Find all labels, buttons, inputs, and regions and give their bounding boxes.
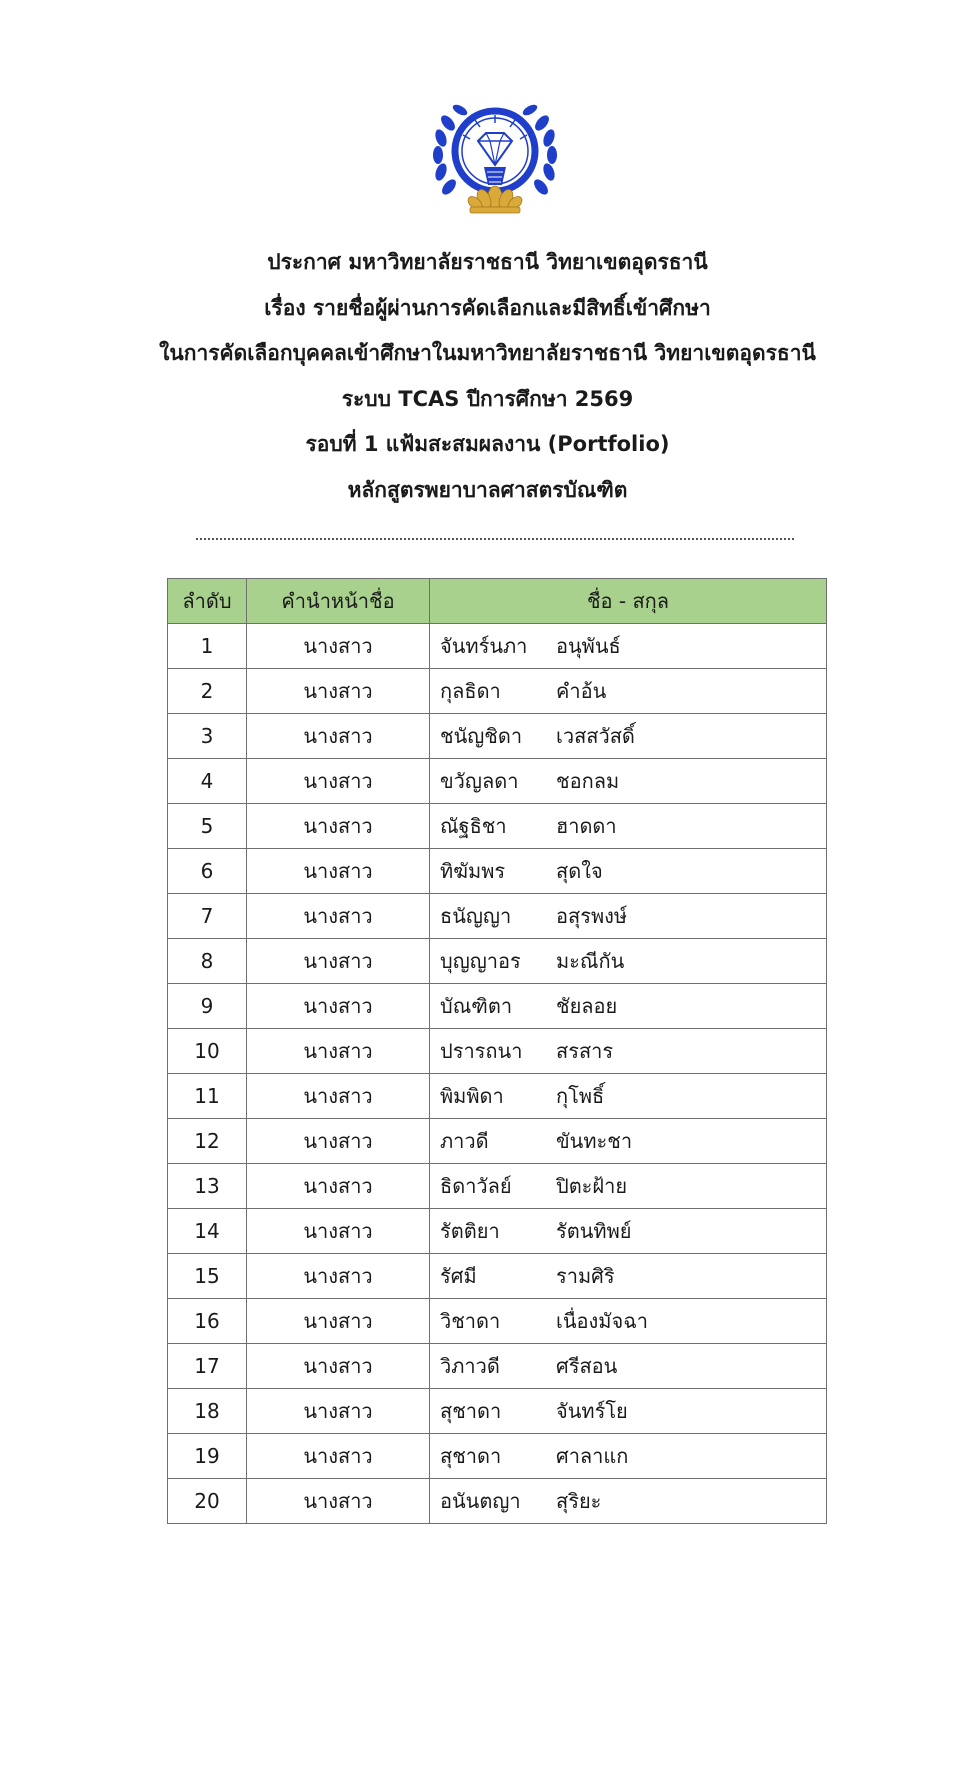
- row-first-name: ขวัญลดา: [440, 769, 519, 793]
- row-full-name: [430, 1074, 827, 1119]
- row-full-name: [430, 1389, 827, 1434]
- row-prefix: นางสาว: [247, 1209, 430, 1254]
- row-last-name: รามศิริ: [556, 1264, 615, 1288]
- table-row: [168, 849, 827, 894]
- table-row: [168, 1074, 827, 1119]
- table-header: [168, 579, 827, 624]
- row-first-name: ธิดาวัลย์: [440, 1174, 512, 1198]
- table-row: [168, 1434, 827, 1479]
- row-last-name: ชอกลม: [556, 769, 620, 793]
- row-last-name: อนุพันธ์: [556, 634, 621, 658]
- row-full-name: [430, 1164, 827, 1209]
- row-last-name: ศรีสอน: [556, 1354, 618, 1378]
- row-last-name: มะณีกัน: [556, 949, 625, 973]
- table-row: [168, 624, 827, 669]
- row-full-name: [430, 1209, 827, 1254]
- table-row: [168, 714, 827, 759]
- table-header-row: [168, 579, 827, 624]
- row-prefix: นางสาว: [247, 939, 430, 984]
- row-prefix: นางสาว: [247, 1029, 430, 1074]
- row-full-name: [430, 849, 827, 894]
- row-full-name: [430, 894, 827, 939]
- table-row: [168, 1164, 827, 1209]
- row-prefix: นางสาว: [247, 1479, 430, 1524]
- heading-line-2: เรื่อง รายชื่อผู้ผ่านการคัดเลือกและมีสิทธิ์เข้าศึกษา: [264, 295, 711, 320]
- row-order: 6: [168, 849, 247, 894]
- row-full-name: [430, 1254, 827, 1299]
- row-full-name: [430, 759, 827, 804]
- row-order: 2: [168, 669, 247, 714]
- table-row: [168, 804, 827, 849]
- table-row: [168, 894, 827, 939]
- row-prefix: นางสาว: [247, 1344, 430, 1389]
- row-order: 3: [168, 714, 247, 759]
- row-first-name: พิมพิดา: [440, 1084, 504, 1108]
- header-full-name: ชื่อ - สกุล: [430, 579, 827, 624]
- row-last-name: ชัยลอย: [556, 994, 618, 1018]
- row-order: 7: [168, 894, 247, 939]
- row-last-name: สุริยะ: [556, 1489, 602, 1513]
- table-row: [168, 1119, 827, 1164]
- table-body: [168, 624, 827, 1524]
- row-first-name: วิภาวดี: [440, 1354, 500, 1378]
- row-first-name: อนันตญา: [440, 1489, 521, 1513]
- heading-line-1: ประกาศ มหาวิทยาลัยราชธานี วิทยาเขตอุดรธานี: [267, 250, 708, 274]
- row-order: 13: [168, 1164, 247, 1209]
- row-order: 16: [168, 1299, 247, 1344]
- heading-line-4: ระบบ TCAS ปีการศึกษา 2569: [341, 386, 634, 411]
- row-full-name: [430, 939, 827, 984]
- row-full-name: [430, 984, 827, 1029]
- row-last-name: รัตนทิพย์: [556, 1219, 632, 1243]
- row-order: 18: [168, 1389, 247, 1434]
- table-row: [168, 1299, 827, 1344]
- university-emblem-svg: [428, 93, 562, 219]
- row-last-name: คำอ้น: [556, 679, 607, 703]
- row-last-name: สุดใจ: [556, 859, 603, 883]
- row-prefix: นางสาว: [247, 1299, 430, 1344]
- row-prefix: นางสาว: [247, 894, 430, 939]
- table-row: [168, 1209, 827, 1254]
- row-prefix: นางสาว: [247, 1389, 430, 1434]
- row-last-name: จันทร์โย: [556, 1399, 628, 1423]
- row-first-name: รัศมี: [440, 1264, 477, 1288]
- row-order: 10: [168, 1029, 247, 1074]
- row-order: 5: [168, 804, 247, 849]
- row-last-name: ฮาดดา: [556, 814, 617, 838]
- table-row: [168, 1254, 827, 1299]
- row-full-name: [430, 1029, 827, 1074]
- header-prefix: คำนำหน้าชื่อ: [247, 579, 430, 624]
- row-first-name: รัตติยา: [440, 1219, 500, 1243]
- heading-line-3: ในการคัดเลือกบุคคลเข้าศึกษาในมหาวิทยาลัยราชธานี วิทยาเขตอุดรธานี: [159, 341, 816, 365]
- row-prefix: นางสาว: [247, 849, 430, 894]
- row-last-name: ปิตะฝ้าย: [556, 1174, 628, 1198]
- row-first-name: บัณฑิตา: [440, 994, 513, 1018]
- table-row: [168, 759, 827, 804]
- row-first-name: กุลธิดา: [440, 679, 501, 703]
- row-first-name: ภาวดี: [440, 1129, 489, 1153]
- table-row: [168, 1344, 827, 1389]
- row-first-name: จันทร์นภา: [440, 634, 528, 658]
- row-first-name: ชนัญชิดา: [440, 724, 523, 748]
- row-first-name: ณัฐธิชา: [440, 814, 507, 838]
- heading-line-6: หลักสูตรพยาบาลศาสตรบัณฑิต: [347, 477, 628, 502]
- row-first-name: สุชาดา: [440, 1399, 502, 1423]
- row-order: 12: [168, 1119, 247, 1164]
- row-full-name: [430, 1119, 827, 1164]
- header-order: ลำดับ: [168, 579, 247, 624]
- table-row: [168, 1029, 827, 1074]
- row-last-name: ขันทะชา: [556, 1129, 633, 1153]
- row-last-name: สรสาร: [556, 1039, 614, 1063]
- row-first-name: ทิฆัมพร: [440, 859, 506, 883]
- row-prefix: นางสาว: [247, 669, 430, 714]
- row-full-name: [430, 624, 827, 669]
- row-full-name: [430, 1479, 827, 1524]
- university-emblem-icon: [428, 93, 562, 219]
- row-last-name: เนื่องมัจฉา: [556, 1309, 649, 1333]
- row-order: 9: [168, 984, 247, 1029]
- row-first-name: ปรารถนา: [440, 1039, 523, 1063]
- row-order: 17: [168, 1344, 247, 1389]
- row-order: 20: [168, 1479, 247, 1524]
- row-first-name: ธนัญญา: [440, 904, 512, 928]
- row-last-name: กุโพธิ์: [556, 1084, 605, 1108]
- announcement-heading: [0, 240, 975, 513]
- row-full-name: [430, 804, 827, 849]
- table-row: [168, 669, 827, 714]
- row-last-name: ศาลาแก: [556, 1444, 629, 1468]
- table-row: [168, 984, 827, 1029]
- row-order: 11: [168, 1074, 247, 1119]
- admitted-students-table: [167, 578, 827, 1524]
- row-prefix: นางสาว: [247, 1074, 430, 1119]
- row-order: 4: [168, 759, 247, 804]
- row-prefix: นางสาว: [247, 804, 430, 849]
- row-order: 19: [168, 1434, 247, 1479]
- row-first-name: วิชาดา: [440, 1309, 501, 1333]
- heading-line-5: รอบที่ 1 แฟ้มสะสมผลงาน (Portfolio): [305, 432, 670, 456]
- row-first-name: สุชาดา: [440, 1444, 502, 1468]
- row-prefix: นางสาว: [247, 624, 430, 669]
- table-row: [168, 1479, 827, 1524]
- row-last-name: อสุรพงษ์: [556, 904, 628, 928]
- row-prefix: นางสาว: [247, 984, 430, 1029]
- table-row: [168, 939, 827, 984]
- row-prefix: นางสาว: [247, 759, 430, 804]
- row-first-name: บุญญาอร: [440, 949, 521, 973]
- row-full-name: [430, 1299, 827, 1344]
- row-prefix: นางสาว: [247, 1119, 430, 1164]
- row-order: 15: [168, 1254, 247, 1299]
- row-order: 8: [168, 939, 247, 984]
- row-full-name: [430, 1344, 827, 1389]
- row-full-name: [430, 714, 827, 759]
- row-order: 1: [168, 624, 247, 669]
- row-prefix: นางสาว: [247, 1434, 430, 1479]
- row-full-name: [430, 1434, 827, 1479]
- row-last-name: เวสสวัสดิ์: [556, 724, 635, 748]
- row-prefix: นางสาว: [247, 714, 430, 759]
- table-row: [168, 1389, 827, 1434]
- row-prefix: นางสาว: [247, 1164, 430, 1209]
- dotted-divider: [196, 538, 794, 540]
- row-full-name: [430, 669, 827, 714]
- row-prefix: นางสาว: [247, 1254, 430, 1299]
- row-order: 14: [168, 1209, 247, 1254]
